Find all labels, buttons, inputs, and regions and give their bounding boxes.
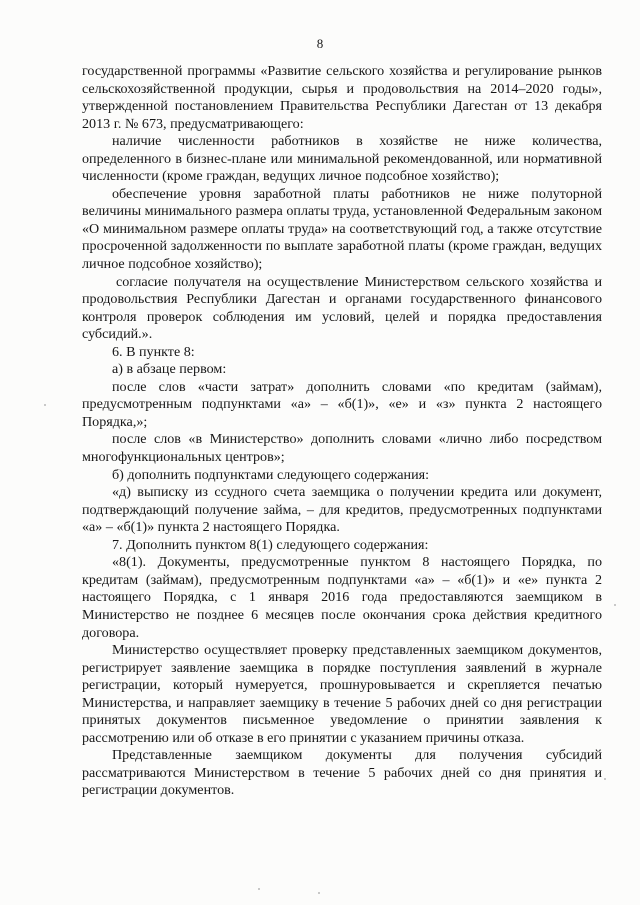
paragraph-subitem-b: б) дополнить подпунктами следующего содержания: (112, 466, 430, 483)
scan-speck (614, 604, 616, 606)
paragraph-workers-count: наличие численности работников в хозяйстве не ниже количества, определенного в бизнес-плане или минимальной рекомендованной, или нормативной численности (кроме граждан, ведущих личное подсобное хозяйство); (82, 133, 602, 185)
scan-speck (258, 888, 260, 890)
scan-speck (44, 404, 46, 406)
paragraph-after-words-ministry: после слов «в Министерство» дополнить словами «лично либо посредством многофункциональных центров»; (82, 431, 602, 466)
paragraph-subitem-a: а) в абзаце первом: (112, 361, 227, 378)
paragraph-salary-level: обеспечение уровня заработной платы работников не ниже полуторной величины минимального размера оплаты труда, установленной Федеральным законом «О минимальном размере оплаты труда» на соответствующий год, а также отсутствие просроченной задолженности по выплате заработной платы (кроме граждан, ведущих личное подсобное хозяйство); (82, 185, 602, 273)
paragraph-subitem-d: «д) выписку из ссудного счета заемщика о получении кредита или документ, подтверждающий получение займа, – для кредитов, предусмотренных подпунктами «а» – «б(1)» пункта 2 настоящего Порядка. (82, 484, 602, 536)
paragraph-program-reference: государственной программы «Развитие сельского хозяйства и регулирование рынков сельскохозяйственной продукции, сырья и продовольствия на 2014–2020 годы», утвержденной постановлением Правительства Республики Дагестан от 13 декабря 2013 г. № 673, предусматривающего: (82, 63, 602, 132)
paragraph-consent: согласие получателя на осуществление Министерством сельского хозяйства и продовольствия Республики Дагестан и органами государственного финансового контроля проверок соблюдения им условий, целей и порядка предоставления субсидий.». (82, 273, 602, 343)
scan-speck (318, 892, 320, 894)
paragraph-item-6: 6. В пункте 8: (112, 343, 195, 360)
paragraph-after-words-costs: после слов «части затрат» дополнить словами «по кредитам (займам), предусмотренным подпунктами «а» – «б(1)», «е» и «з» пункта 2 настоящего Порядка,»; (82, 378, 602, 430)
paragraph-item-8-1: «8(1). Документы, предусмотренные пунктом 8 настоящего Порядка, по кредитам (займам), предусмотренным подпунктами «а» – «б(1)» и «е» пункта 2 настоящего Порядка, с 1 января 2016 года предоставляются заемщиком в Министерство не позднее 6 месяцев после окончания срока действия кредитного договора. (82, 554, 602, 641)
body-text (82, 63, 602, 800)
paragraph-ministry-check: Министерство осуществляет проверку представленных заемщиком документов, регистрирует заявление заемщика в порядке поступления заявлений в журнале регистрации, который нумеруется, прошнуровывается и скрепляется печатью Министерства, и направляет заемщику в течение 5 рабочих дней со дня регистрации принятых документов письменное уведомление о принятии заявления к рассмотрению или об отказе в его принятии с указанием причины отказа. (82, 642, 602, 746)
paragraph-review-period: Представленные заемщиком документы для получения субсидий рассматриваются Министерством в течение 5 рабочих дней со дня принятия и регистрации документов. (82, 747, 602, 799)
page-number: 8 (316, 36, 324, 51)
paragraph-item-7: 7. Дополнить пунктом 8(1) следующего содержания: (112, 536, 429, 553)
scan-speck (604, 778, 606, 780)
